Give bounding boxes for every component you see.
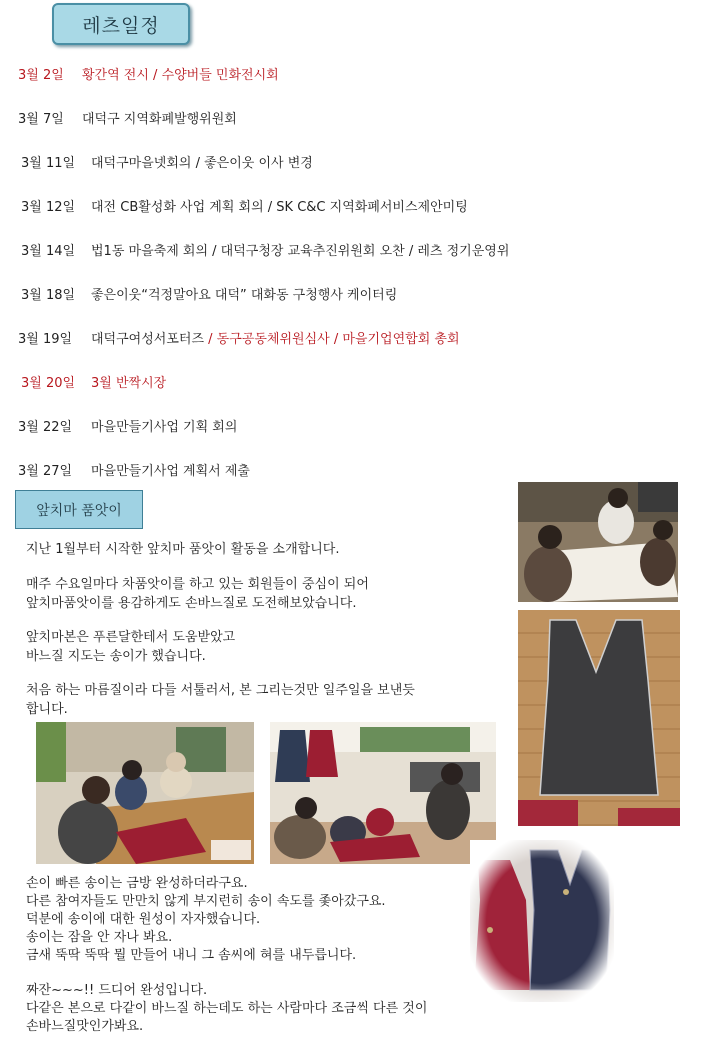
paragraph — [26, 575, 369, 613]
schedule-date: 3월 20일 — [21, 376, 76, 391]
intro-paragraph — [26, 540, 339, 559]
schedule-date: 3월 12일 — [21, 200, 76, 215]
schedule-text: 법1동 마을축제 회의 / 대덕구청장 교육추진위원회 오찬 / 레츠 정기운영위 — [91, 244, 510, 259]
schedule-row — [18, 64, 279, 83]
schedule-date: 3월 14일 — [21, 244, 76, 259]
schedule-row — [21, 372, 166, 391]
text-line: 처음 하는 마름질이라 다들 서툴러서, 본 그리는것만 일주일을 보낸듯 — [26, 683, 415, 698]
schedule-row — [18, 416, 237, 435]
text-line: 합니다. — [26, 702, 68, 717]
schedule-row — [21, 284, 397, 303]
schedule-text: 황간역 전시 / 수양버들 민화전시회 — [82, 68, 279, 83]
photo-pattern-tracing — [518, 482, 678, 602]
photo-dark-apron — [518, 610, 680, 826]
paragraph — [26, 982, 427, 1036]
photo-two-aprons — [470, 840, 614, 1002]
schedule-row — [21, 196, 468, 215]
text-line: 금새 뚝딱 뚝딱 뭘 만들어 내니 그 솜씨에 혀를 내두릅니다. — [26, 948, 357, 963]
text-line: 다같은 본으로 다같이 바느질 하는데도 하는 사람마다 조금씩 다른 것이 — [26, 1001, 428, 1016]
schedule-row — [18, 328, 460, 347]
text-line: 손바느질맛인가봐요. — [26, 1019, 144, 1034]
text-line: 송이는 잠을 안 자나 봐요. — [26, 930, 173, 945]
text-line: 앞치마품앗이를 용감하게도 손바느질로 도전해보았습니다. — [26, 596, 357, 611]
paragraph — [26, 628, 235, 666]
schedule-date: 3월 22일 — [18, 420, 73, 435]
schedule-text: 3월 반짝시장 — [91, 376, 167, 391]
schedule-extra: / 동구공동체위원심사 / 마을기업연합회 총회 — [204, 332, 460, 347]
schedule-row — [21, 152, 313, 171]
photo-sewing-table — [36, 722, 254, 864]
photo-sewing-room — [270, 722, 496, 864]
schedule-row — [18, 460, 250, 479]
text-line: 덕분에 송이에 대한 원성이 자자했습니다. — [26, 912, 261, 927]
section-label: 앞치마 품앗이 — [15, 490, 143, 529]
schedule-text: 대덕구여성서포터즈 — [91, 332, 205, 347]
schedule-date: 3월 27일 — [18, 464, 73, 479]
schedule-date: 3월 11일 — [21, 156, 76, 171]
schedule-date: 3월 2일 — [18, 68, 64, 83]
schedule-text: 좋은이웃“걱정말아요 대덕” 대화동 구청행사 케이터링 — [91, 288, 398, 303]
schedule-text: 대전 CB활성화 사업 계획 회의 / SK C&C 지역화폐서비스제안미팅 — [91, 200, 468, 215]
schedule-text: 대덕구 지역화폐발행위원회 — [82, 112, 237, 127]
text-line: 매주 수요일마다 차품앗이를 하고 있는 회원들이 중심이 되어 — [26, 577, 369, 592]
text-line: 바느질 지도는 송이가 했습니다. — [26, 649, 206, 664]
schedule-title: 레츠일정 — [52, 3, 190, 45]
paragraph — [26, 681, 415, 719]
text-line: 앞치마본은 푸른달한테서 도움받았고 — [26, 630, 236, 645]
schedule-text: 마을만들기사업 기획 회의 — [91, 420, 238, 435]
text-line: 손이 빠른 송이는 금방 완성하더라구요. — [26, 876, 248, 891]
text-line: 다른 참여자들도 만만치 않게 부지런히 송이 속도를 좇아갔구요. — [26, 894, 386, 909]
schedule-text: 마을만들기사업 계획서 제출 — [91, 464, 250, 479]
text-line: 짜잔~~~!! 드디어 완성입니다. — [26, 983, 208, 998]
schedule-date: 3월 19일 — [18, 332, 73, 347]
schedule-text: 대덕구마을넷회의 / 좋은이웃 이사 변경 — [91, 156, 313, 171]
schedule-row — [21, 240, 509, 259]
schedule-date: 3월 18일 — [21, 288, 76, 303]
text-line: 지난 1월부터 시작한 앞치마 품앗이 활동을 소개합니다. — [26, 542, 340, 557]
schedule-date: 3월 7일 — [18, 112, 64, 127]
paragraph — [26, 875, 386, 965]
schedule-row — [18, 108, 237, 127]
